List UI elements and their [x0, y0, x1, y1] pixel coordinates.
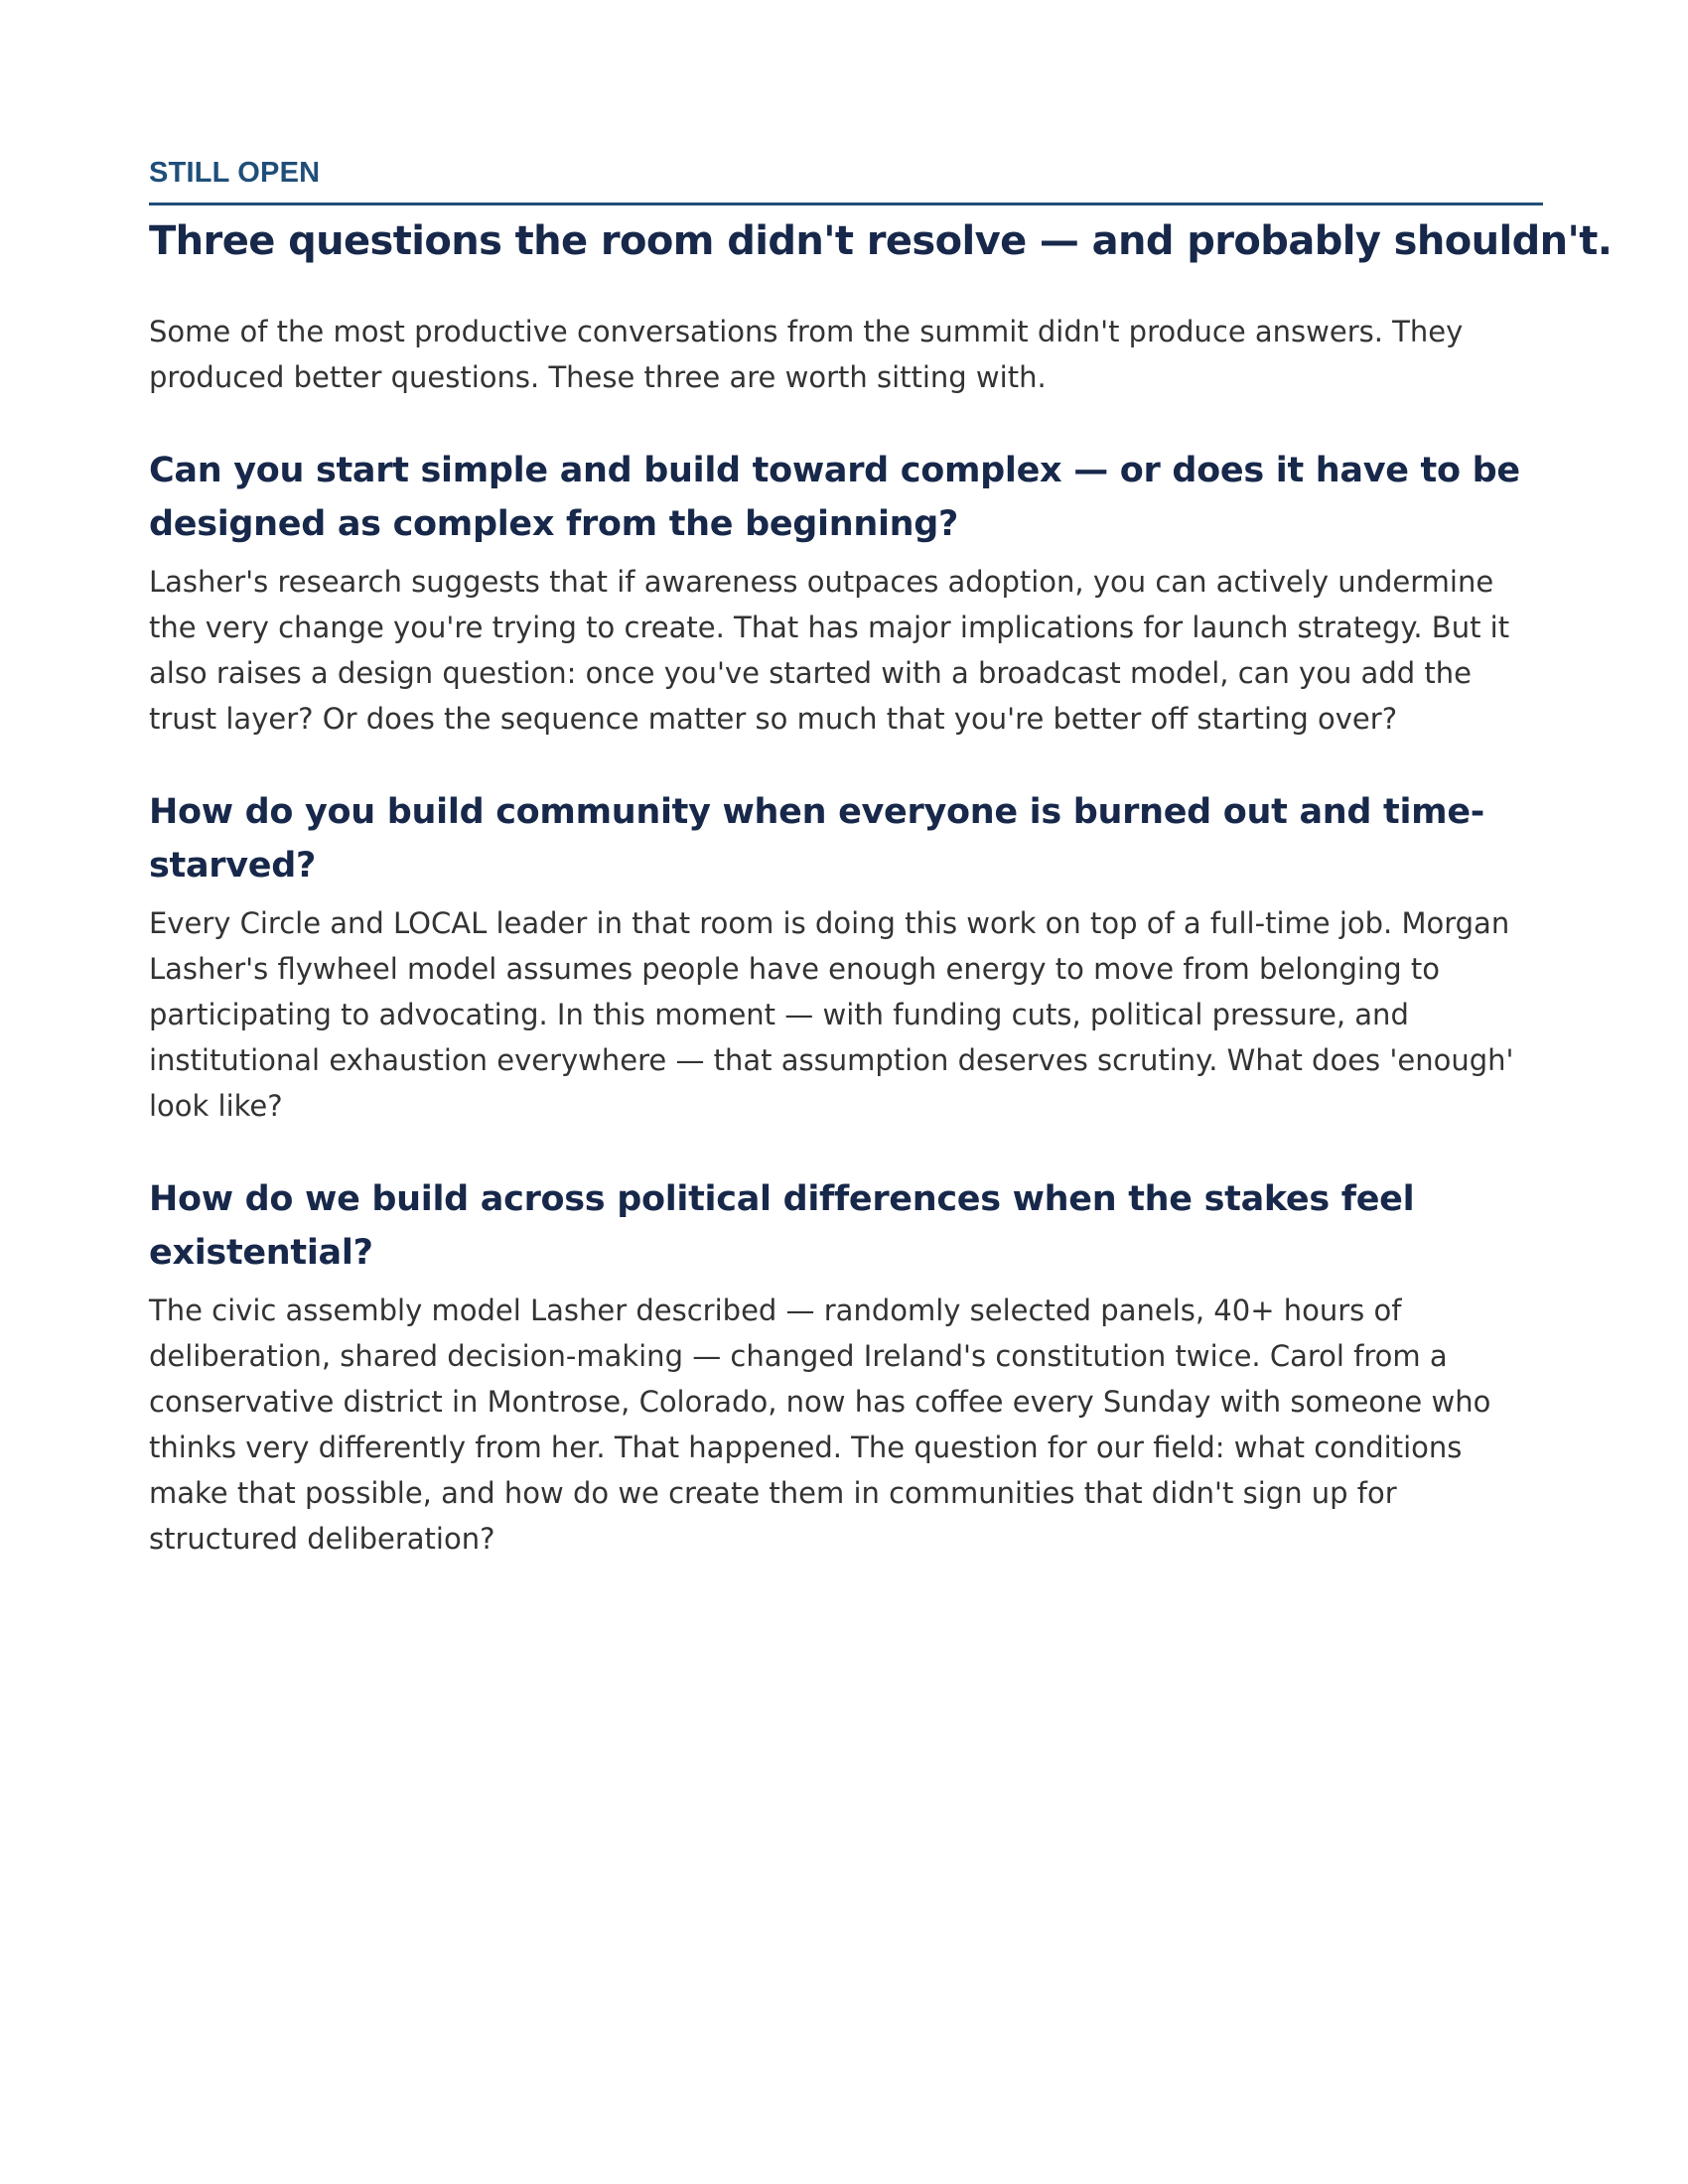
- question-block-3: [149, 1172, 1543, 1562]
- document-page: [149, 155, 1613, 1562]
- intro-paragraph: Some of the most productive conversations from the summit didn't produce answers. They produced better questions. These three are worth sitting with.: [149, 315, 1464, 394]
- section-divider: [149, 203, 1543, 205]
- question-body: The civic assembly model Lasher described — randomly selected panels, 40+ hours of deliberation, shared decision-making — changed Ireland's constitution twice. Carol from a conservative district in Montrose, Colorado, now has coffee every Sunday with someone who thinks very differently from her. That happened. The question for our field: what conditions make that possible, and how do we create them in communities that didn't sign up for structured deliberation?: [149, 1294, 1491, 1556]
- question-title: Can you start simple and build toward complex — or does it have to be designed as complex from the beginning?: [149, 451, 1520, 544]
- question-block-1: [149, 444, 1543, 742]
- section-eyebrow: STILL OPEN: [149, 157, 321, 189]
- question-body: Lasher's research suggests that if awareness outpaces adoption, you can actively undermine the very change you're trying to create. That has major implications for launch strategy. But it also raises a design question: once you've started with a broadcast model, can you add the trust layer? Or does the sequence matter so much that you're better off starting over?: [149, 565, 1510, 736]
- question-title: How do we build across political differences when the stakes feel existential?: [149, 1179, 1415, 1273]
- question-block-2: [149, 785, 1543, 1129]
- question-body: Every Circle and LOCAL leader in that room is doing this work on top of a full-time job. Morgan Lasher's flywheel model assumes people have enough energy to move from belonging to participating to advocating. In this moment — with funding cuts, political pressure, and institutional exhaustion everywhere — that assumption deserves scrutiny. What does 'enough' look like?: [149, 906, 1514, 1123]
- page-title: Three questions the room didn't resolve — and probably shouldn't.: [149, 218, 1613, 264]
- question-title: How do you build community when everyone is burned out and time-starved?: [149, 792, 1484, 886]
